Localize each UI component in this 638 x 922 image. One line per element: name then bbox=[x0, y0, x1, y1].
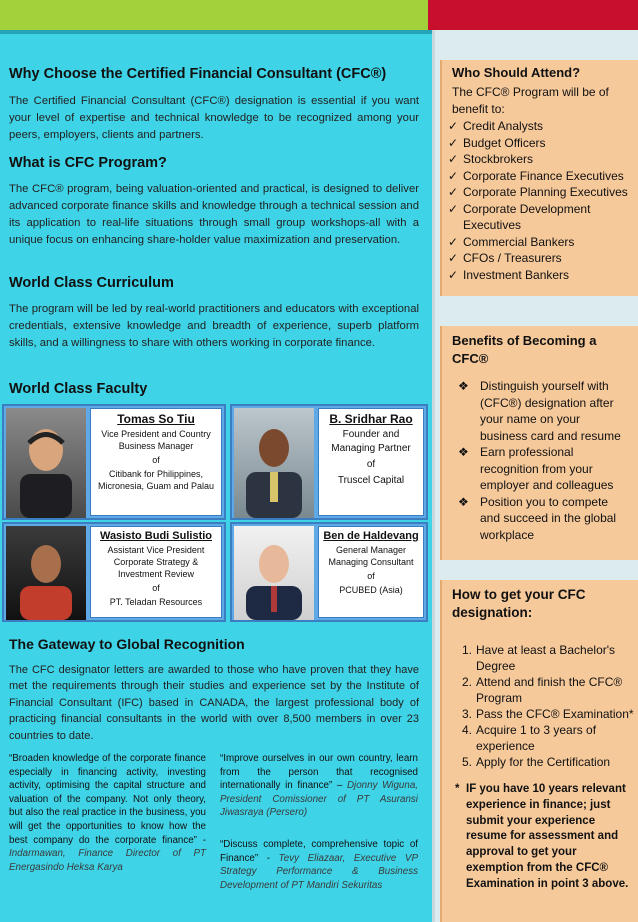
faculty-org: Truscel Capital bbox=[337, 475, 405, 486]
curriculum-title: World Class Curriculum bbox=[9, 275, 174, 291]
list-item: ❖ Position you to compete and succeed in the global workplace bbox=[458, 494, 617, 542]
faculty-name: Ben de Haldevang bbox=[323, 530, 419, 542]
faculty-name: Tomas So Tiu bbox=[117, 412, 195, 426]
check-icon: ✓ bbox=[448, 185, 459, 199]
check-icon: ✓ bbox=[448, 135, 459, 150]
howto-steps bbox=[442, 632, 638, 770]
faculty-card-sridhar bbox=[230, 404, 428, 520]
list-item: ✓ Stockbrokers bbox=[448, 152, 534, 166]
what-is-body: The CFC® program, being valuation-oriented and practical, is designed to deliver advanced corporate finance skills and knowledge through a technical session and its application to real-life situations through small group workshops-all with a unique focus on enhancing share-holder value maximization and preservation. bbox=[9, 183, 419, 246]
list-item: ✓ Credit Analysts bbox=[448, 119, 544, 133]
faculty-role: Founder and Managing Partner bbox=[331, 429, 411, 454]
what-is-title: What is CFC Program? bbox=[9, 155, 167, 171]
howto-header-box bbox=[440, 580, 638, 632]
faculty-of: of bbox=[152, 583, 160, 593]
list-item: ✓ Corporate Finance Executives bbox=[448, 168, 624, 183]
howto-title: How to get your CFC designation: bbox=[452, 587, 586, 620]
top-bar-red bbox=[428, 0, 638, 30]
who-intro: The CFC® Program will be of benefit to: bbox=[452, 85, 609, 116]
faculty-org: PCUBED (Asia) bbox=[339, 585, 403, 595]
testimonial-indarmawan bbox=[9, 752, 206, 874]
check-icon: ✓ bbox=[448, 234, 459, 249]
check-icon: ✓ bbox=[448, 267, 459, 282]
who-title: Who Should Attend? bbox=[452, 65, 581, 80]
gateway-body: The CFC designator letters are awarded to those who have proven that they have met the requirements through their studies and experience set by the Institute of Financial Consultant (IFC) based in CANADA, the largest professional body of practicing financial consultants in the world with over 8,500 members in over 23 countries to date. bbox=[9, 664, 419, 742]
quote-attribution: Tevy Eliazaar, Executive VP Strategy Performance & Business Development of PT Mandiri Sekuritas bbox=[220, 852, 418, 891]
quote-text: “Discuss complete, comprehensive topic of Finance” - bbox=[220, 839, 418, 864]
step-item: 1. Have at least a Bachelor's Degree bbox=[462, 643, 616, 673]
step-item: 4. Acquire 1 to 3 years of experience bbox=[462, 723, 597, 753]
quote-text: “Improve ourselves in our own country, learn from the person that recognised internationally in finance” – bbox=[220, 753, 418, 792]
testimonial-tevy bbox=[220, 838, 418, 892]
howto-note-text: IF you have 10 years relevant experience in finance; just submit your experience resume for assessment and approval to get your exemption from the CFC® Examination in point 3 above. bbox=[466, 783, 629, 890]
gateway-title: The Gateway to Global Recognition bbox=[9, 636, 245, 652]
step-item: 5. Apply for the Certification bbox=[462, 755, 611, 769]
list-item: ✓ Corporate Development Executives bbox=[448, 201, 591, 232]
curriculum-body: The program will be led by real-world practitioners and educators with exceptional credentials, extensive knowledge and breadth of experience, superb platform skills, and a willingness to share with others working in corporate finance. bbox=[9, 303, 419, 349]
top-bar-green bbox=[0, 0, 428, 30]
who-should-attend-box bbox=[440, 60, 638, 296]
faculty-photo-sridhar bbox=[234, 408, 314, 518]
faculty-name: B. Sridhar Rao bbox=[329, 412, 413, 426]
faculty-role: Assistant Vice President Corporate Strategy & Investment Review bbox=[107, 545, 205, 579]
who-list bbox=[442, 118, 638, 283]
benefits-header-box bbox=[440, 326, 638, 374]
benefits-list bbox=[442, 374, 638, 543]
faculty-info-ben bbox=[318, 526, 424, 618]
check-icon: ✓ bbox=[448, 201, 459, 216]
list-item: ❖ Earn professional recognition from your employer and colleagues bbox=[458, 445, 614, 492]
faculty-org: Citibank for Philippines, Micronesia, Guam and Palau bbox=[97, 469, 215, 491]
why-choose-body: The Certified Financial Consultant (CFC®) designation is essential if you want your level of expertise and technical knowledge to be recognized among your peers, employers, clients and partners. bbox=[9, 95, 419, 141]
quote-attribution: Indarmawan, Finance Director of PT Energasindo Heksa Karya bbox=[9, 848, 206, 873]
check-icon: ✓ bbox=[448, 168, 459, 183]
faculty-role: Vice President and Country Business Manager bbox=[101, 429, 211, 451]
faculty-of: of bbox=[366, 459, 376, 470]
faculty-org: PT. Teladan Resources bbox=[109, 597, 203, 607]
faculty-card-tomas bbox=[2, 404, 226, 520]
faculty-info-tomas bbox=[90, 408, 222, 516]
faculty-photo-tomas bbox=[6, 408, 86, 518]
list-item: ✓ CFOs / Treasurers bbox=[448, 251, 562, 265]
list-item: ✓ Commercial Bankers bbox=[448, 234, 575, 249]
howto-box bbox=[440, 632, 638, 922]
list-item: ✓ Corporate Planning Executives bbox=[448, 185, 628, 199]
check-icon: ✓ bbox=[448, 251, 459, 265]
diamond-bullet-icon: ❖ bbox=[458, 494, 469, 509]
faculty-info-sridhar bbox=[318, 408, 424, 516]
quote-text: “Broaden knowledge of the corporate finance especially in financing activity, investing activity, optimising the capital structure and valuation of the company. Not only theory, but also the real practice in the business, you will get the opportunities to know how the best company do the corporate finance” - bbox=[9, 753, 206, 846]
faculty-photo-ben bbox=[234, 526, 314, 620]
faculty-card-ben bbox=[230, 522, 428, 622]
howto-note bbox=[442, 770, 638, 893]
check-icon: ✓ bbox=[448, 119, 459, 133]
why-choose-title: Why Choose the Certified Financial Consultant (CFC®) bbox=[9, 66, 387, 82]
quote-attribution: Djonny Wiguna, President Comissioner of PT Asuransi Jiwasraya (Persero) bbox=[220, 780, 418, 819]
benefits-title: Benefits of Becoming a CFC® bbox=[452, 333, 597, 366]
faculty-title: World Class Faculty bbox=[9, 381, 148, 397]
list-item: ✓ Investment Bankers bbox=[448, 267, 570, 282]
diamond-bullet-icon: ❖ bbox=[458, 445, 469, 459]
faculty-info-wasisto bbox=[90, 526, 222, 618]
faculty-of: of bbox=[367, 571, 375, 581]
check-icon: ✓ bbox=[448, 152, 459, 166]
asterisk-mark: * bbox=[455, 783, 460, 795]
faculty-name: Wasisto Budi Sulistio bbox=[99, 530, 213, 542]
faculty-card-wasisto bbox=[2, 522, 226, 622]
top-color-bar bbox=[0, 0, 638, 30]
benefits-box bbox=[440, 374, 638, 560]
faculty-photo-wasisto bbox=[6, 526, 86, 620]
diamond-bullet-icon: ❖ bbox=[458, 379, 469, 393]
faculty-of: of bbox=[152, 455, 160, 465]
step-item: 2. Attend and finish the CFC® Program bbox=[462, 675, 623, 705]
step-item: 3. Pass the CFC® Examination* bbox=[462, 707, 634, 721]
testimonial-djonny bbox=[220, 752, 418, 820]
list-item: ❖ Distinguish yourself with (CFC®) designation after your name on your business card and resume bbox=[458, 379, 621, 443]
list-item: ✓ Budget Officers bbox=[448, 135, 546, 150]
faculty-role: General Manager Managing Consultant bbox=[328, 545, 414, 567]
